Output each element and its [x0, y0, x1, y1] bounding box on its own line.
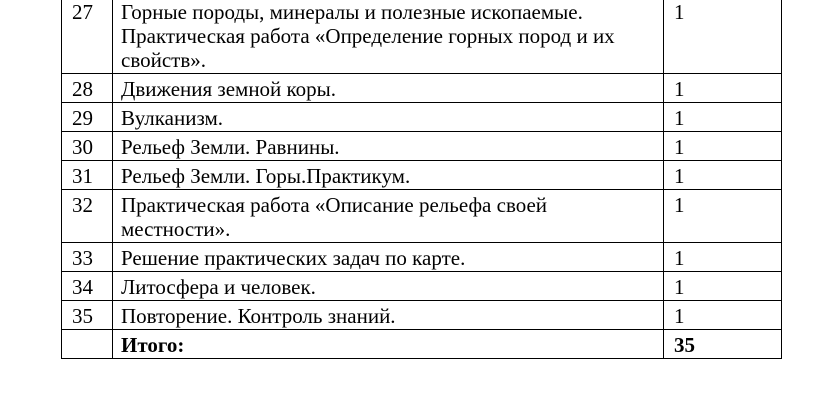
row-number: 29	[62, 103, 113, 132]
table-row	[62, 161, 782, 190]
row-hours: 1	[664, 161, 782, 190]
row-number: 33	[62, 243, 113, 272]
table-row	[62, 301, 782, 330]
table-row	[62, 272, 782, 301]
row-hours: 1	[664, 301, 782, 330]
row-number: 31	[62, 161, 113, 190]
row-topic: Рельеф Земли. Равнины.	[113, 132, 664, 161]
total-row	[62, 330, 782, 359]
row-topic: Решение практических задач по карте.	[113, 243, 664, 272]
table-row	[62, 74, 782, 103]
row-number: 27	[62, 0, 113, 74]
row-topic: Литосфера и человек.	[113, 272, 664, 301]
row-number: 34	[62, 272, 113, 301]
row-topic: Рельеф Земли. Горы.Практикум.	[113, 161, 664, 190]
row-hours: 1	[664, 243, 782, 272]
row-topic: Повторение. Контроль знаний.	[113, 301, 664, 330]
total-hours: 35	[664, 330, 782, 359]
table-row	[62, 132, 782, 161]
table-row	[62, 0, 782, 74]
table-row	[62, 190, 782, 243]
row-number: 35	[62, 301, 113, 330]
row-hours: 1	[664, 0, 782, 74]
table-row	[62, 243, 782, 272]
row-topic: Практическая работа «Описание рельефа своей местности».	[113, 190, 664, 243]
row-hours: 1	[664, 132, 782, 161]
row-topic: Вулканизм.	[113, 103, 664, 132]
table-row	[62, 103, 782, 132]
row-hours: 1	[664, 272, 782, 301]
row-hours: 1	[664, 190, 782, 243]
row-hours: 1	[664, 74, 782, 103]
row-topic: Горные породы, минералы и полезные ископаемые. Практическая работа «Определение горных пород и их свойств».	[113, 0, 664, 74]
row-hours: 1	[664, 103, 782, 132]
row-number: 30	[62, 132, 113, 161]
total-number-cell	[62, 330, 113, 359]
row-number: 32	[62, 190, 113, 243]
row-number: 28	[62, 74, 113, 103]
lesson-plan-table	[61, 0, 782, 359]
total-label: Итого:	[113, 330, 664, 359]
row-topic: Движения земной коры.	[113, 74, 664, 103]
